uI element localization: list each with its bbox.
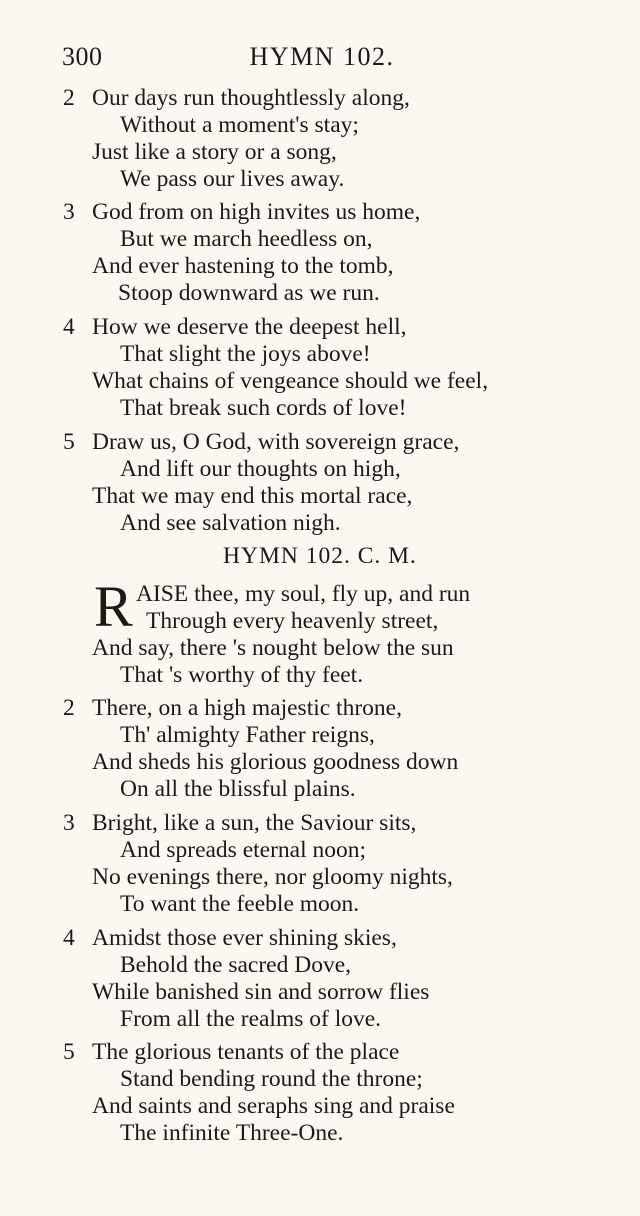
verse-line: That we may end this mortal race, <box>92 483 413 509</box>
stanza-number: 4 <box>63 314 75 340</box>
verse-line: From all the realms of love. <box>120 1006 382 1032</box>
verse-line: And ever hastening to the tomb, <box>92 253 394 279</box>
verse-line: While banished sin and sorrow flies <box>92 979 430 1005</box>
verse-line: On all the blissful plains. <box>120 776 356 802</box>
verse-line: And say, there 's nought below the sun <box>92 635 454 661</box>
verse-line: What chains of vengeance should we feel, <box>92 368 489 394</box>
page-header <box>62 38 582 78</box>
verse-line: No evenings there, nor gloomy nights, <box>92 864 453 890</box>
verse-line: Stoop downward as we run. <box>118 280 380 306</box>
verse-line: And see salvation nigh. <box>120 510 341 536</box>
verse-line: To want the feeble moon. <box>120 891 360 917</box>
stanza-number: 3 <box>63 199 75 225</box>
verse-line: That break such cords of love! <box>120 395 407 421</box>
verse-line: The infinite Three-One. <box>120 1120 344 1146</box>
verse-line: But we march heedless on, <box>120 226 373 252</box>
verse-line: Behold the sacred Dove, <box>120 952 352 978</box>
hymn-heading: HYMN 102. C. M. <box>223 543 417 569</box>
verse-line: Without a moment's stay; <box>120 112 359 138</box>
verse-line: The glorious tenants of the place <box>92 1039 400 1065</box>
verse-line: Draw us, O God, with sovereign grace, <box>92 429 460 455</box>
verse-line: Stand bending round the throne; <box>120 1066 423 1092</box>
stanza-number: 4 <box>63 925 75 951</box>
verse-line: There, on a high majestic throne, <box>92 695 402 721</box>
verse-line: Th' almighty Father reigns, <box>120 722 375 748</box>
stanza-number: 5 <box>63 1039 75 1065</box>
verse-line: We pass our lives away. <box>120 166 345 192</box>
stanza-number: 2 <box>63 85 75 111</box>
verse-line: Through every heavenly street, <box>146 608 439 634</box>
verse-line: And saints and seraphs sing and praise <box>92 1093 455 1119</box>
verse-line: And spreads eternal noon; <box>120 837 367 863</box>
verse-line: Our days run thoughtlessly along, <box>92 85 410 111</box>
verse-line: AISE thee, my soul, fly up, and run <box>136 581 471 607</box>
verse-line: How we deserve the deepest hell, <box>92 314 407 340</box>
verse-line: And sheds his glorious goodness down <box>92 749 459 775</box>
stanza-number: 3 <box>63 810 75 836</box>
drop-cap: R <box>94 574 133 639</box>
verse-line: That 's worthy of thy feet. <box>120 662 364 688</box>
verse-line: Bright, like a sun, the Saviour sits, <box>92 810 417 836</box>
verse-line: Just like a story or a song, <box>92 139 337 165</box>
verse-line: And lift our thoughts on high, <box>120 456 401 482</box>
verse-line: God from on high invites us home, <box>92 199 421 225</box>
stanza-number: 2 <box>63 695 75 721</box>
stanza-number: 5 <box>63 429 75 455</box>
verse-line: That slight the joys above! <box>120 341 371 367</box>
running-title: HYMN 102. <box>249 42 395 71</box>
page-number: 300 <box>62 42 103 71</box>
verse-line: Amidst those ever shining skies, <box>92 925 397 951</box>
